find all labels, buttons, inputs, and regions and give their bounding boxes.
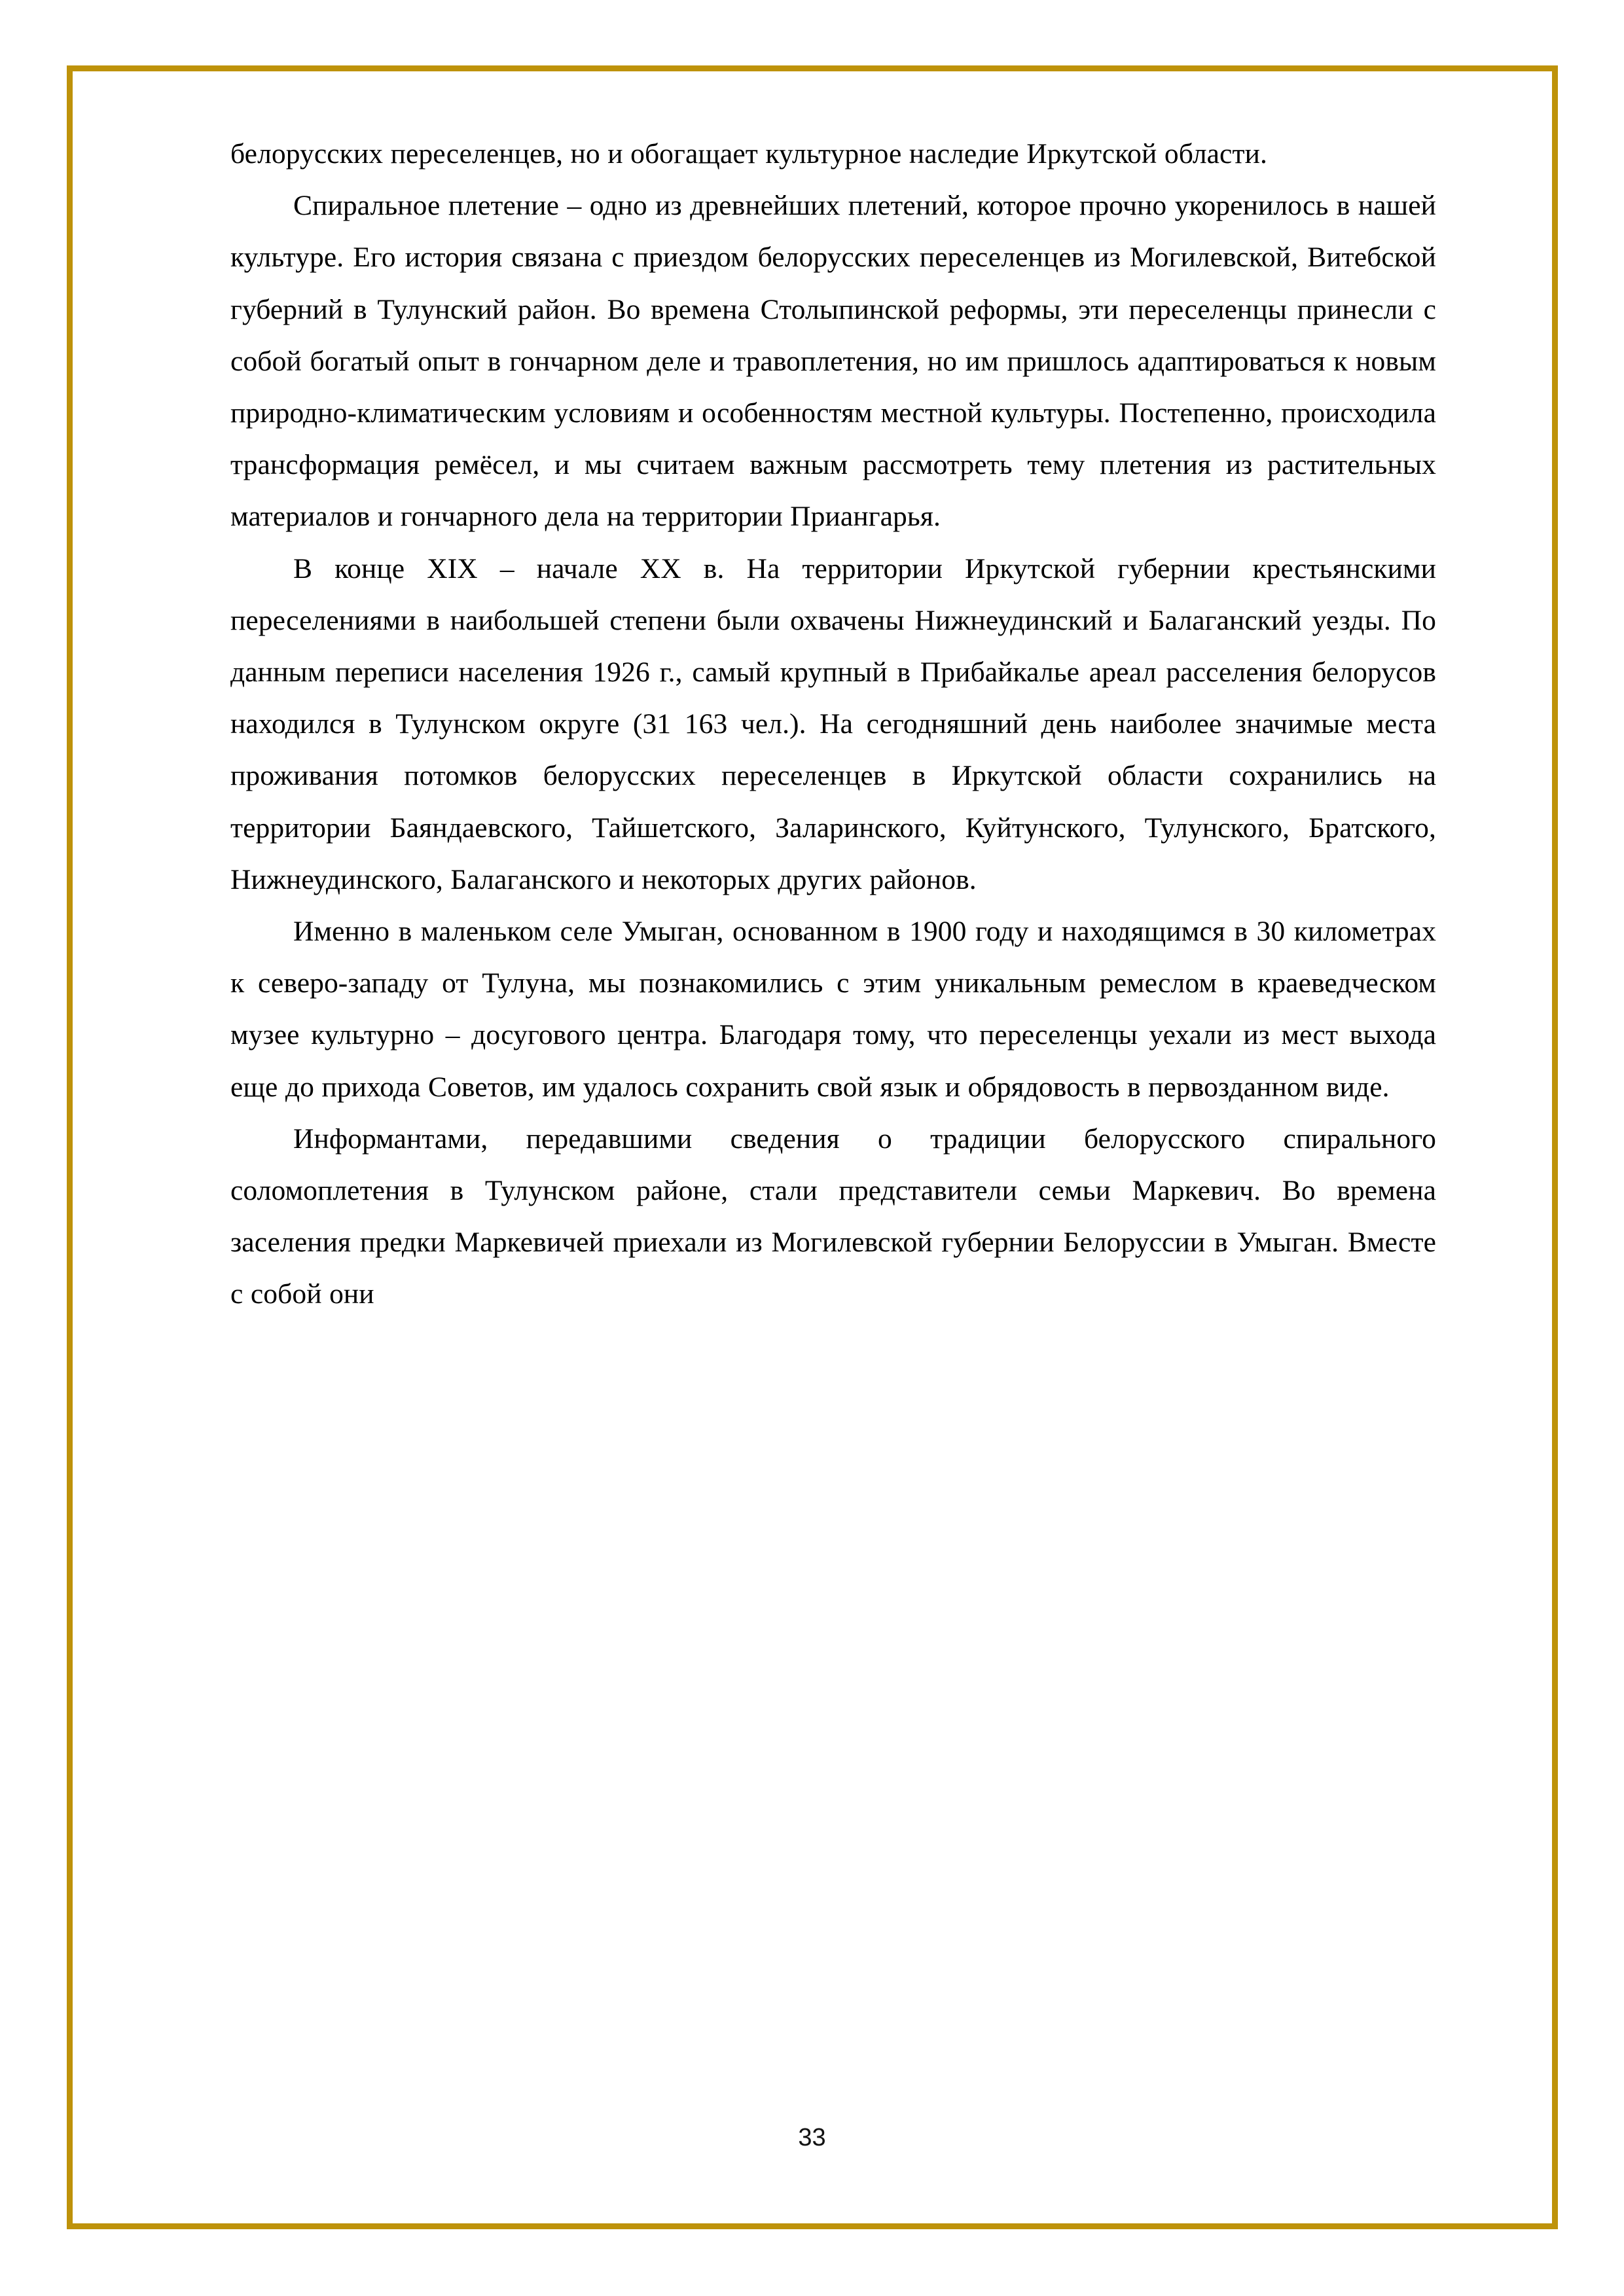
paragraph-spiral-weaving: Спиральное плетение – одно из древнейших плетений, которое прочно укоренилось в нашей культуре. Его история связана с приездом белорусских переселенцев из Могилевской, Витебской губерний в Тулунский район. Во времена Столыпинской реформы, эти переселенцы принесли с собой богатый опыт в гончарном деле и травоплетения, но им пришлось адаптироваться к новым природно-климатическим условиям и особенностям местной культуры. Постепенно, происходила трансформация ремёсел, и мы считаем важным рассмотреть тему плетения из растительных материалов и гончарного дела на территории Приангарья. — [230, 190, 1436, 533]
paragraph-continuation: белорусских переселенцев, но и обогащает культурное наследие Иркутской области. — [230, 138, 1267, 170]
paragraph-umygan-village: Именно в маленьком селе Умыган, основанном в 1900 году и находящимся в 30 километрах к северо-западу от Тулуна, мы познакомились с этим уникальным ремеслом в краеведческом музее культурно – досугового центра. Благодаря тому, что переселенцы уехали из мест выхода еще до прихода Советов, им удалось сохранить свой язык и обрядовость в первозданном виде. — [230, 916, 1436, 1103]
paragraph-informants: Информантами, передавшими сведения о традиции белорусского спирального соломоплетения в Тулунском районе, стали представители семьи Маркевич. Во времена заселения предки Маркевичей приехали из Могилевской губернии Белоруссии в Умыган. Вместе с собой они — [230, 1122, 1436, 1310]
page-number: 33 — [798, 2124, 826, 2151]
body-text-column — [230, 128, 1436, 1321]
paragraph-resettlement-history: В конце XIX – начале XX в. На территории Иркутской губернии крестьянскими переселениями в наибольшей степени были охвачены Нижнеудинский и Балаганский уезды. По данным переписи населения 1926 г., самый крупный в Прибайкалье ареал расселения белорусов находился в Тулунском округе (31 163 чел.). На сегодняшний день наиболее значимые места проживания потомков белорусских переселенцев в Иркутской области сохранились на территории Баяндаевского, Тайшетского, Заларинского, Куйтунского, Тулунского, Братского, Нижнеудинского, Балаганского и некоторых других районов. — [230, 552, 1436, 895]
